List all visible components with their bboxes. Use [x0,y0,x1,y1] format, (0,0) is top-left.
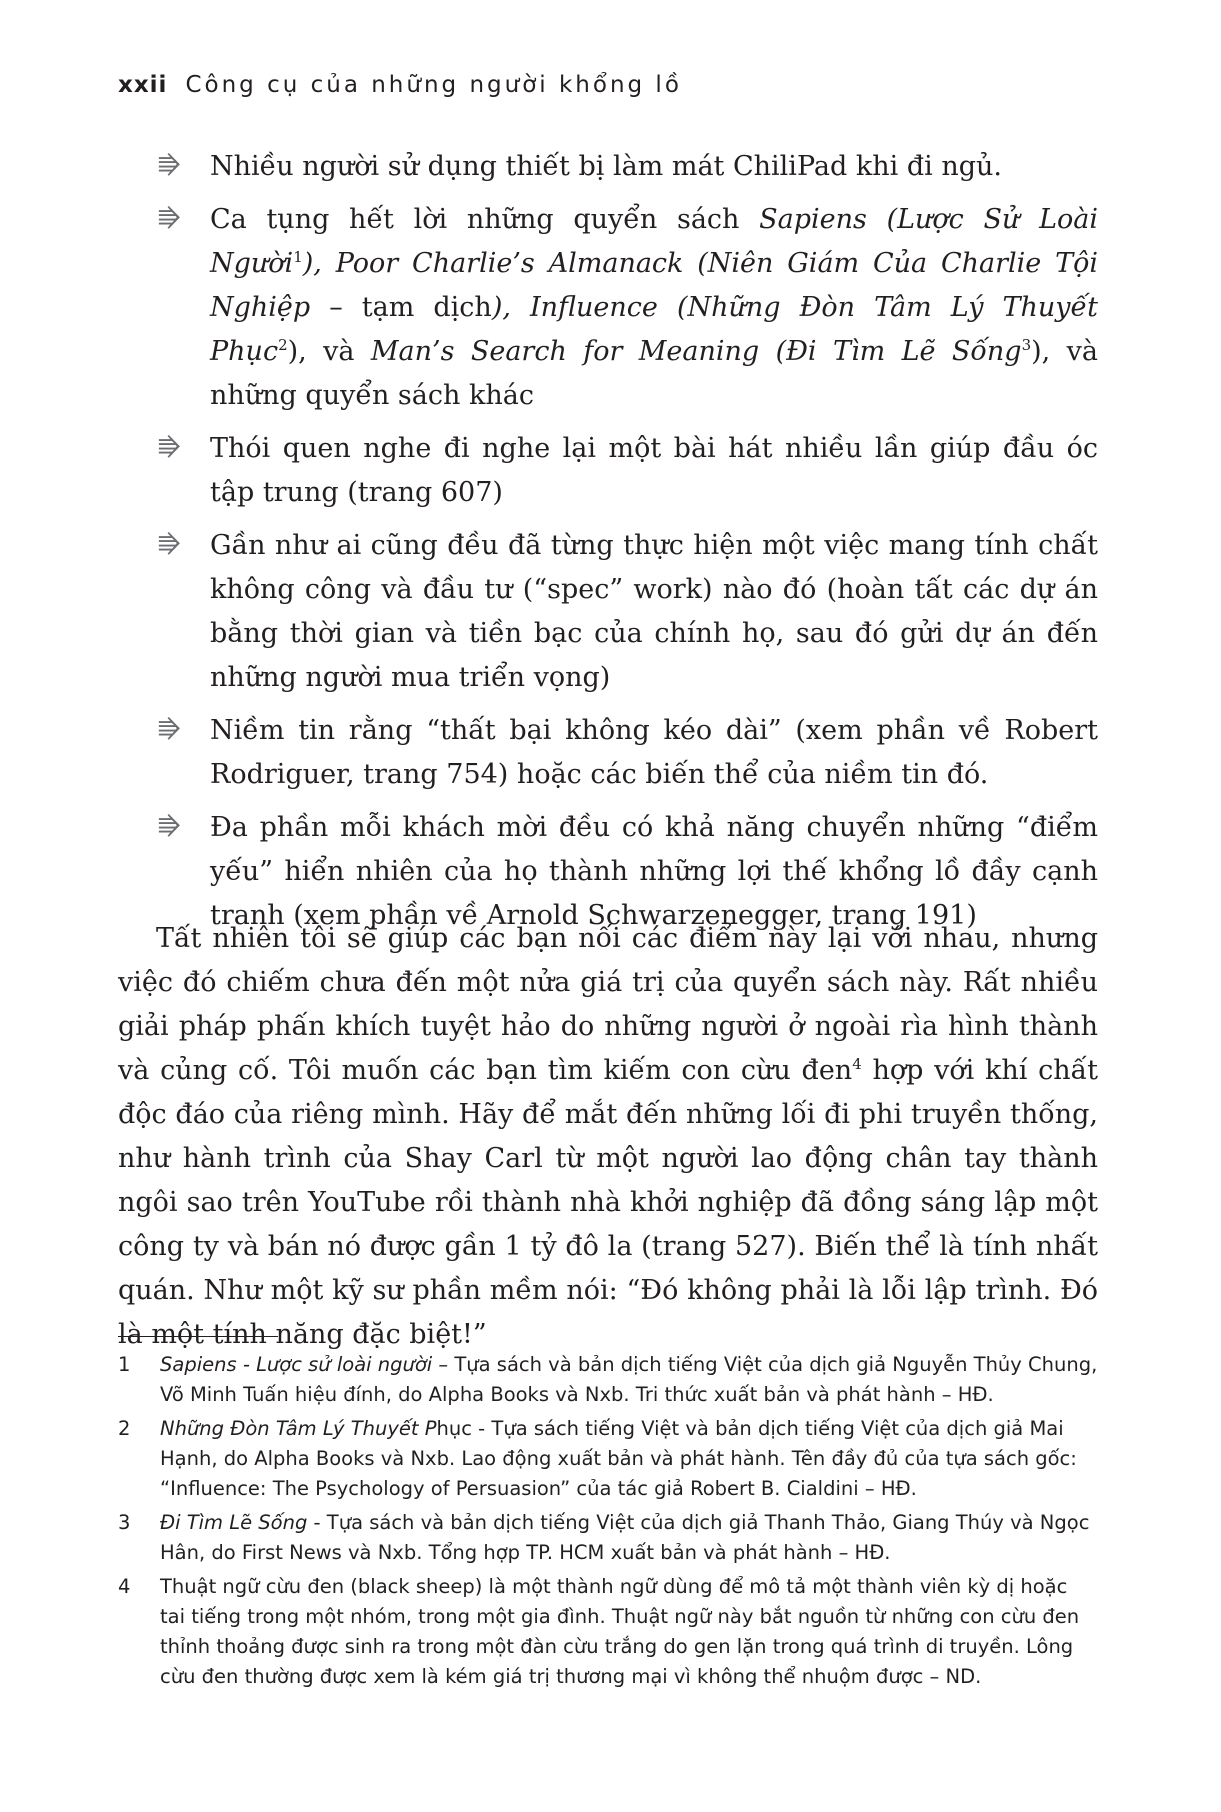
list-item-text: Đa phần mỗi khách mời đều có khả năng chuyển những “điểm yếu” hiển nhiên của họ thành những lợi thế khổng lồ đầy cạnh tranh (xem phần về Arnold Schwarzenegger, trang 191) [210,812,1098,931]
footnote-ref: 4 [852,1055,862,1073]
book-title: Influence (Những Đòn Tâm Lý Thuyết Phục [210,292,1098,367]
footnote-number: 1 [118,1353,131,1376]
footnote-ref: 1 [293,248,303,266]
book-title: ), [491,292,511,323]
double-arrow-icon: ⭆ [158,531,181,560]
double-arrow-icon: ⭆ [158,152,181,181]
footnote-title: Đi Tìm Lẽ Sống [160,1511,308,1534]
footnote-title: Những Đòn Tâm Lý Thuyết P [160,1417,437,1440]
running-title: Công cụ của những người khổng lồ [185,72,682,98]
footnote [118,1350,1098,1410]
footnote-title-tail: hục [436,1417,472,1440]
footnote [118,1508,1098,1568]
list-item-text: – tạm dịch [310,292,492,323]
list-item [158,427,1098,515]
footnote-ref: 2 [278,336,288,354]
double-arrow-icon: ⭆ [158,813,181,842]
footnote-text: – Tựa sách và bản dịch tiếng Việt của dịch giả Nguyễn Thủy Chung, Võ Minh Tuấn hiệu đính, do Alpha Books và Nxb. Tri thức xuất bản và phát hành – HĐ. [160,1353,1098,1406]
book-title: Man’s Search for Meaning (Đi Tìm Lẽ Sống [370,336,1022,367]
book-title: Sapiens (Lược Sử Loài Người [210,204,1098,279]
footnote-number: 4 [118,1575,131,1598]
list-item [158,198,1098,418]
list-item-text: ), và những quyển sách khác [210,336,1098,411]
footnotes [118,1350,1098,1696]
paragraph-text: Tất nhiên tôi sẽ giúp các bạn nối các điểm này lại với nhau, nhưng việc đó chiếm chưa đến một nửa giá trị của quyển sách này. Rất nhiều giải pháp phấn khích tuyệt hảo do những người ở ngoài rìa hình thành và củng cố. Tôi muốn các bạn tìm kiếm con cừu đen [118,923,1098,1086]
list-item [158,524,1098,700]
paragraph-text: hợp với khí chất độc đáo của riêng mình. Hãy để mắt đến những lối đi phi truyền thống, như hành trình của Shay Carl từ một người lao động chân tay thành ngôi sao trên YouTube rồi thành nhà khởi nghiệp đã đồng sáng lập một công ty và bán nó được gần 1 tỷ đô la (trang 527). Biến thể là tính nhất quán. Như một kỹ sư phần mềm nói: “Đó không phải là lỗi lập trình. Đó là một tính năng đặc biệt!” [118,1055,1098,1350]
page-number: xxii [118,72,168,98]
list-item [158,145,1098,189]
list-item-text: Gần như ai cũng đều đã từng thực hiện một việc mang tính chất không công và đầu tư (“spec” work) nào đó (hoàn tất các dự án bằng thời gian và tiền bạc của chính họ, sau đó gửi dự án đến những người mua triển vọng) [210,530,1098,693]
book-title: Poor Charlie’s Almanack (Niên Giám Của Charlie Tội Nghiệp [210,248,1098,323]
bullet-list [158,145,1098,947]
footnote-title: Sapiens - Lược sử loài người [160,1353,433,1376]
list-item-text: Nhiều người sử dụng thiết bị làm mát ChiliPad khi đi ngủ. [210,151,1002,182]
double-arrow-icon: ⭆ [158,716,181,745]
footnote-text: - Tựa sách và bản dịch tiếng Việt của dịch giả Thanh Thảo, Giang Thúy và Ngọc Hân, do First News và Nxb. Tổng hợp TP. HCM xuất bản và phát hành – HĐ. [160,1511,1090,1564]
footnote-text: - Tựa sách tiếng Việt và bản dịch tiếng Việt của dịch giả Mai Hạnh, do Alpha Books và Nxb. Lao động xuất bản và phát hành. Tên đầy đủ của tựa sách gốc: “Influence: The Psychology of Persuasion” của tác giả Robert B. Cialdini – HĐ. [160,1417,1077,1500]
list-item-text [322,248,336,279]
footnote [118,1572,1098,1692]
footnote-ref: 3 [1021,336,1032,354]
list-item-text: Thói quen nghe đi nghe lại một bài hát nhiều lần giúp đầu óc tập trung (trang 607) [210,433,1098,508]
footnote-number: 3 [118,1511,131,1534]
list-item-text: ), và [287,336,371,367]
footnote-text: Thuật ngữ cừu đen (black sheep) là một thành ngữ dùng để mô tả một thành viên kỳ dị hoặc tai tiếng trong một nhóm, trong một gia đình. Thuật ngữ này bắt nguồn từ những con cừu đen thỉnh thoảng được sinh ra trong một đàn cừu trắng do gen lặn trong quá trình di truyền. Lông cừu đen thường được xem là kém giá trị thương mại vì không thể nhuộm được – ND. [160,1575,1080,1688]
footnote-number: 2 [118,1417,131,1440]
footnote-divider [118,1336,278,1337]
double-arrow-icon: ⭆ [158,434,181,463]
list-item-text [511,292,530,323]
list-item-text: Niềm tin rằng “thất bại không kéo dài” (xem phần về Robert Rodriguer, trang 754) hoặc các biến thể của niềm tin đó. [210,715,1098,790]
list-item-text: Ca tụng hết lời những quyển sách [210,204,760,235]
list-item [158,709,1098,797]
double-arrow-icon: ⭆ [158,205,181,234]
book-title: ), [302,248,322,279]
footnote [118,1414,1098,1504]
body-paragraph [118,917,1098,1357]
running-header [118,72,682,98]
